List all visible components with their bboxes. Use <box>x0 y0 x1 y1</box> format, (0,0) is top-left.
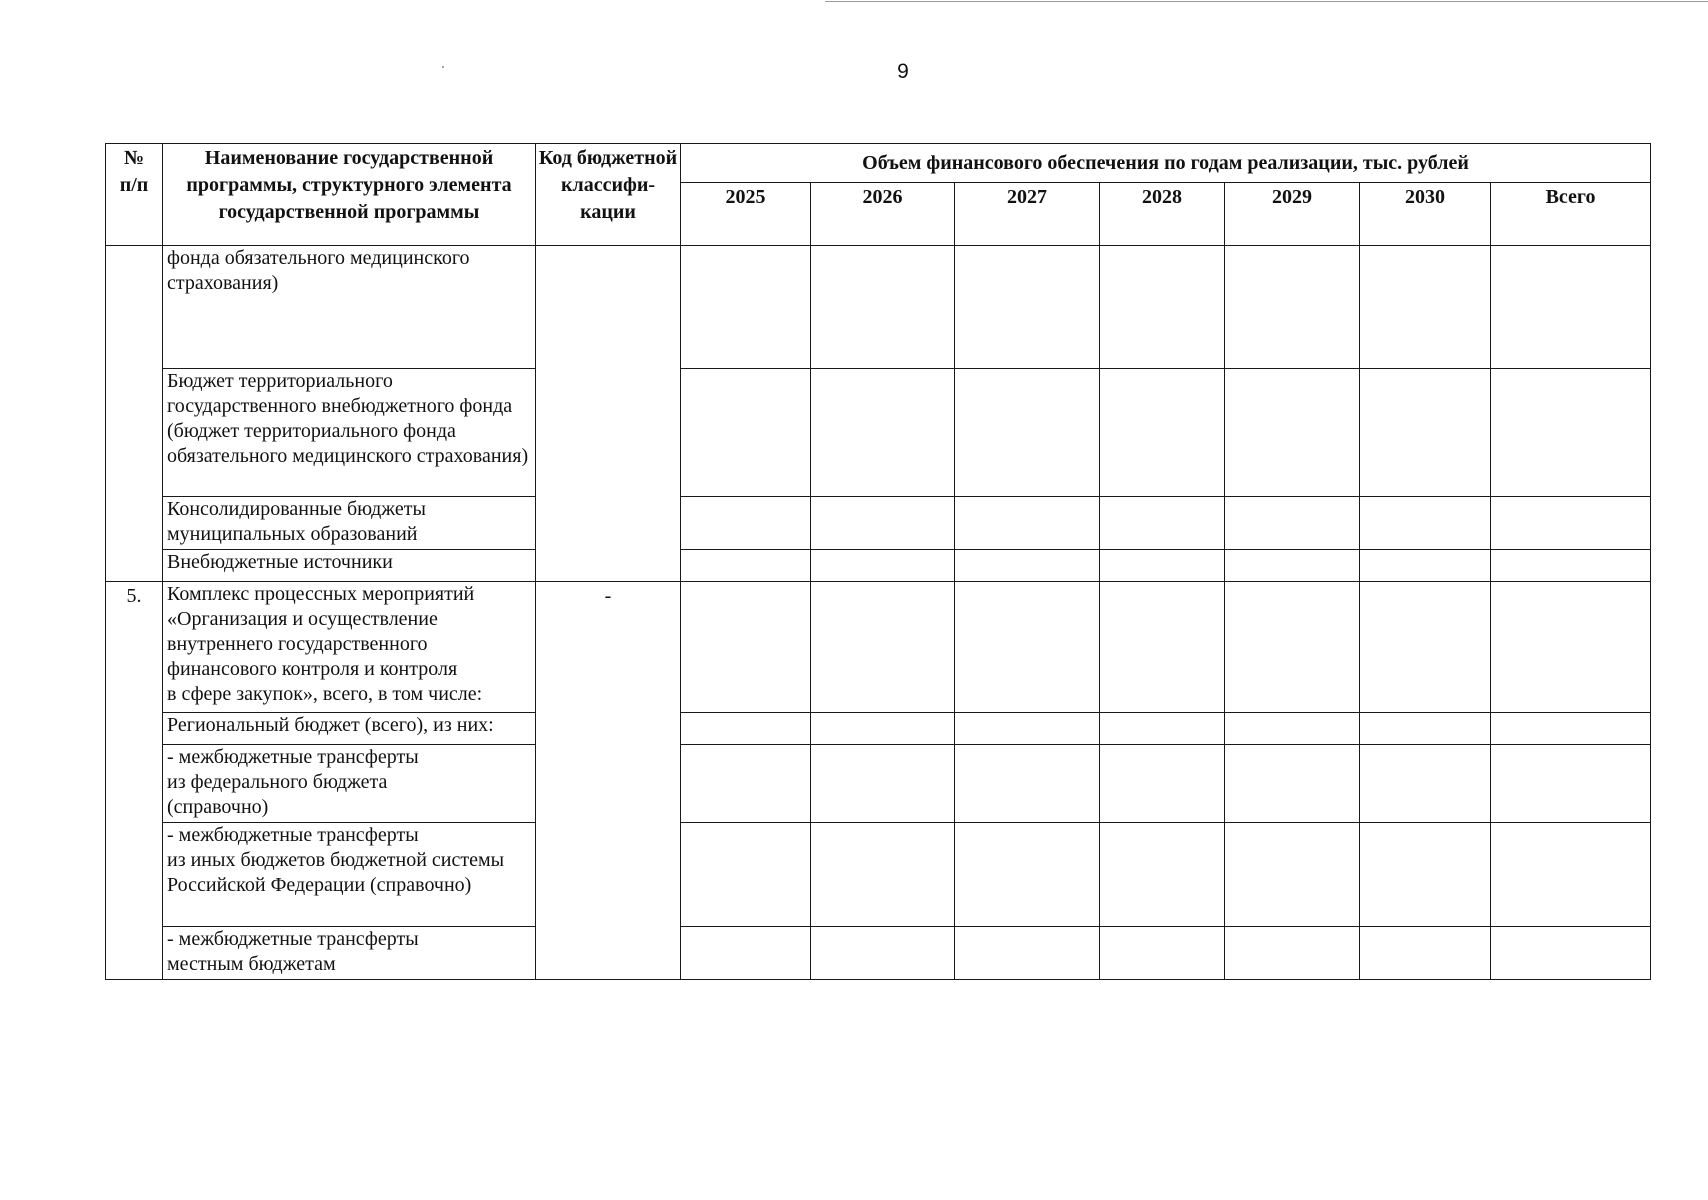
header-year-2026: 2026 <box>811 183 955 246</box>
value-cell-2025 <box>681 582 811 713</box>
row-name-cell: - межбюджетные трансферты из федерального бюджета (справочно) <box>163 745 536 823</box>
value-cell-2030 <box>1360 823 1491 927</box>
value-cell-2025 <box>681 927 811 980</box>
row-name-cell: Комплекс процессных мероприятий «Организация и осуществление внутреннего государственного финансового контроля и контроля в сфере закупок», всего, в том числе: <box>163 582 536 713</box>
value-cell-2025 <box>681 745 811 823</box>
value-cell-2027 <box>955 582 1100 713</box>
row-name-cell: фонда обязательного медицинского страхования) <box>163 246 536 369</box>
value-cell-2026 <box>811 927 955 980</box>
table-row <box>106 369 1651 497</box>
value-cell-2029 <box>1225 713 1360 745</box>
row-name-cell: - межбюджетные трансферты из иных бюджетов бюджетной системы Российской Федерации (справочно) <box>163 823 536 927</box>
header-name: Наименование государственной программы, структурного элемента государственной программы <box>163 144 536 246</box>
value-cell-2028 <box>1100 582 1225 713</box>
value-cell-total <box>1491 823 1651 927</box>
value-cell-total <box>1491 582 1651 713</box>
header-row-1 <box>106 144 1651 183</box>
value-cell-2028 <box>1100 927 1225 980</box>
value-cell-2026 <box>811 823 955 927</box>
header-volume: Объем финансового обеспечения по годам реализации, тыс. рублей <box>681 144 1651 183</box>
value-cell-2025 <box>681 369 811 497</box>
row-name-cell: Внебюджетные источники <box>163 550 536 582</box>
row-code-cell <box>536 246 681 582</box>
value-cell-2027 <box>955 745 1100 823</box>
value-cell-2028 <box>1100 745 1225 823</box>
header-year-2029: 2029 <box>1225 183 1360 246</box>
table-row <box>106 823 1651 927</box>
table-row <box>106 582 1651 713</box>
value-cell-2029 <box>1225 246 1360 369</box>
row-num-cell: 5. <box>106 582 163 980</box>
value-cell-2027 <box>955 713 1100 745</box>
header-year-2027: 2027 <box>955 183 1100 246</box>
header-year-2025: 2025 <box>681 183 811 246</box>
value-cell-2029 <box>1225 745 1360 823</box>
value-cell-2027 <box>955 550 1100 582</box>
table-row <box>106 713 1651 745</box>
value-cell-2026 <box>811 550 955 582</box>
row-name-cell: Региональный бюджет (всего), из них: <box>163 713 536 745</box>
value-cell-2025 <box>681 246 811 369</box>
value-cell-2030 <box>1360 927 1491 980</box>
value-cell-2026 <box>811 745 955 823</box>
value-cell-2029 <box>1225 582 1360 713</box>
value-cell-total <box>1491 550 1651 582</box>
value-cell-2027 <box>955 246 1100 369</box>
table-row <box>106 550 1651 582</box>
value-cell-2030 <box>1360 369 1491 497</box>
table-row <box>106 745 1651 823</box>
value-cell-2030 <box>1360 713 1491 745</box>
value-cell-2028 <box>1100 497 1225 550</box>
value-cell-2025 <box>681 823 811 927</box>
table-row <box>106 246 1651 369</box>
value-cell-2030 <box>1360 582 1491 713</box>
header-year-2030: 2030 <box>1360 183 1491 246</box>
value-cell-2026 <box>811 246 955 369</box>
value-cell-2028 <box>1100 823 1225 927</box>
row-num-cell <box>106 246 163 582</box>
value-cell-2025 <box>681 713 811 745</box>
value-cell-total <box>1491 246 1651 369</box>
header-num: № п/п <box>106 144 163 246</box>
value-cell-2030 <box>1360 246 1491 369</box>
row-name-cell: - межбюджетные трансферты местным бюджетам <box>163 927 536 980</box>
value-cell-2027 <box>955 927 1100 980</box>
value-cell-2028 <box>1100 246 1225 369</box>
value-cell-total <box>1491 927 1651 980</box>
value-cell-2027 <box>955 823 1100 927</box>
value-cell-total <box>1491 497 1651 550</box>
value-cell-2027 <box>955 369 1100 497</box>
row-name-cell: Бюджет территориального государственного внебюджетного фонда (бюджет территориального фонда обязательного медицинского страхования) <box>163 369 536 497</box>
value-cell-2029 <box>1225 927 1360 980</box>
value-cell-2026 <box>811 582 955 713</box>
value-cell-total <box>1491 745 1651 823</box>
value-cell-total <box>1491 713 1651 745</box>
value-cell-2029 <box>1225 823 1360 927</box>
value-cell-2028 <box>1100 713 1225 745</box>
value-cell-2026 <box>811 713 955 745</box>
value-cell-2025 <box>681 497 811 550</box>
value-cell-2028 <box>1100 550 1225 582</box>
header-code: Код бюджетной классифи- кации <box>536 144 681 246</box>
row-name-cell: Консолидированные бюджеты муниципальных образований <box>163 497 536 550</box>
table-row <box>106 497 1651 550</box>
value-cell-2030 <box>1360 550 1491 582</box>
row-code-cell: - <box>536 582 681 980</box>
page-number: 9 <box>897 60 909 83</box>
scan-edge-line <box>825 1 1708 2</box>
value-cell-2030 <box>1360 497 1491 550</box>
value-cell-2030 <box>1360 745 1491 823</box>
value-cell-total <box>1491 369 1651 497</box>
financing-table <box>105 143 1651 980</box>
table-row <box>106 927 1651 980</box>
value-cell-2028 <box>1100 369 1225 497</box>
value-cell-2027 <box>955 497 1100 550</box>
value-cell-2025 <box>681 550 811 582</box>
value-cell-2026 <box>811 369 955 497</box>
value-cell-2029 <box>1225 550 1360 582</box>
header-total: Всего <box>1491 183 1651 246</box>
value-cell-2026 <box>811 497 955 550</box>
header-year-2028: 2028 <box>1100 183 1225 246</box>
value-cell-2029 <box>1225 497 1360 550</box>
value-cell-2029 <box>1225 369 1360 497</box>
